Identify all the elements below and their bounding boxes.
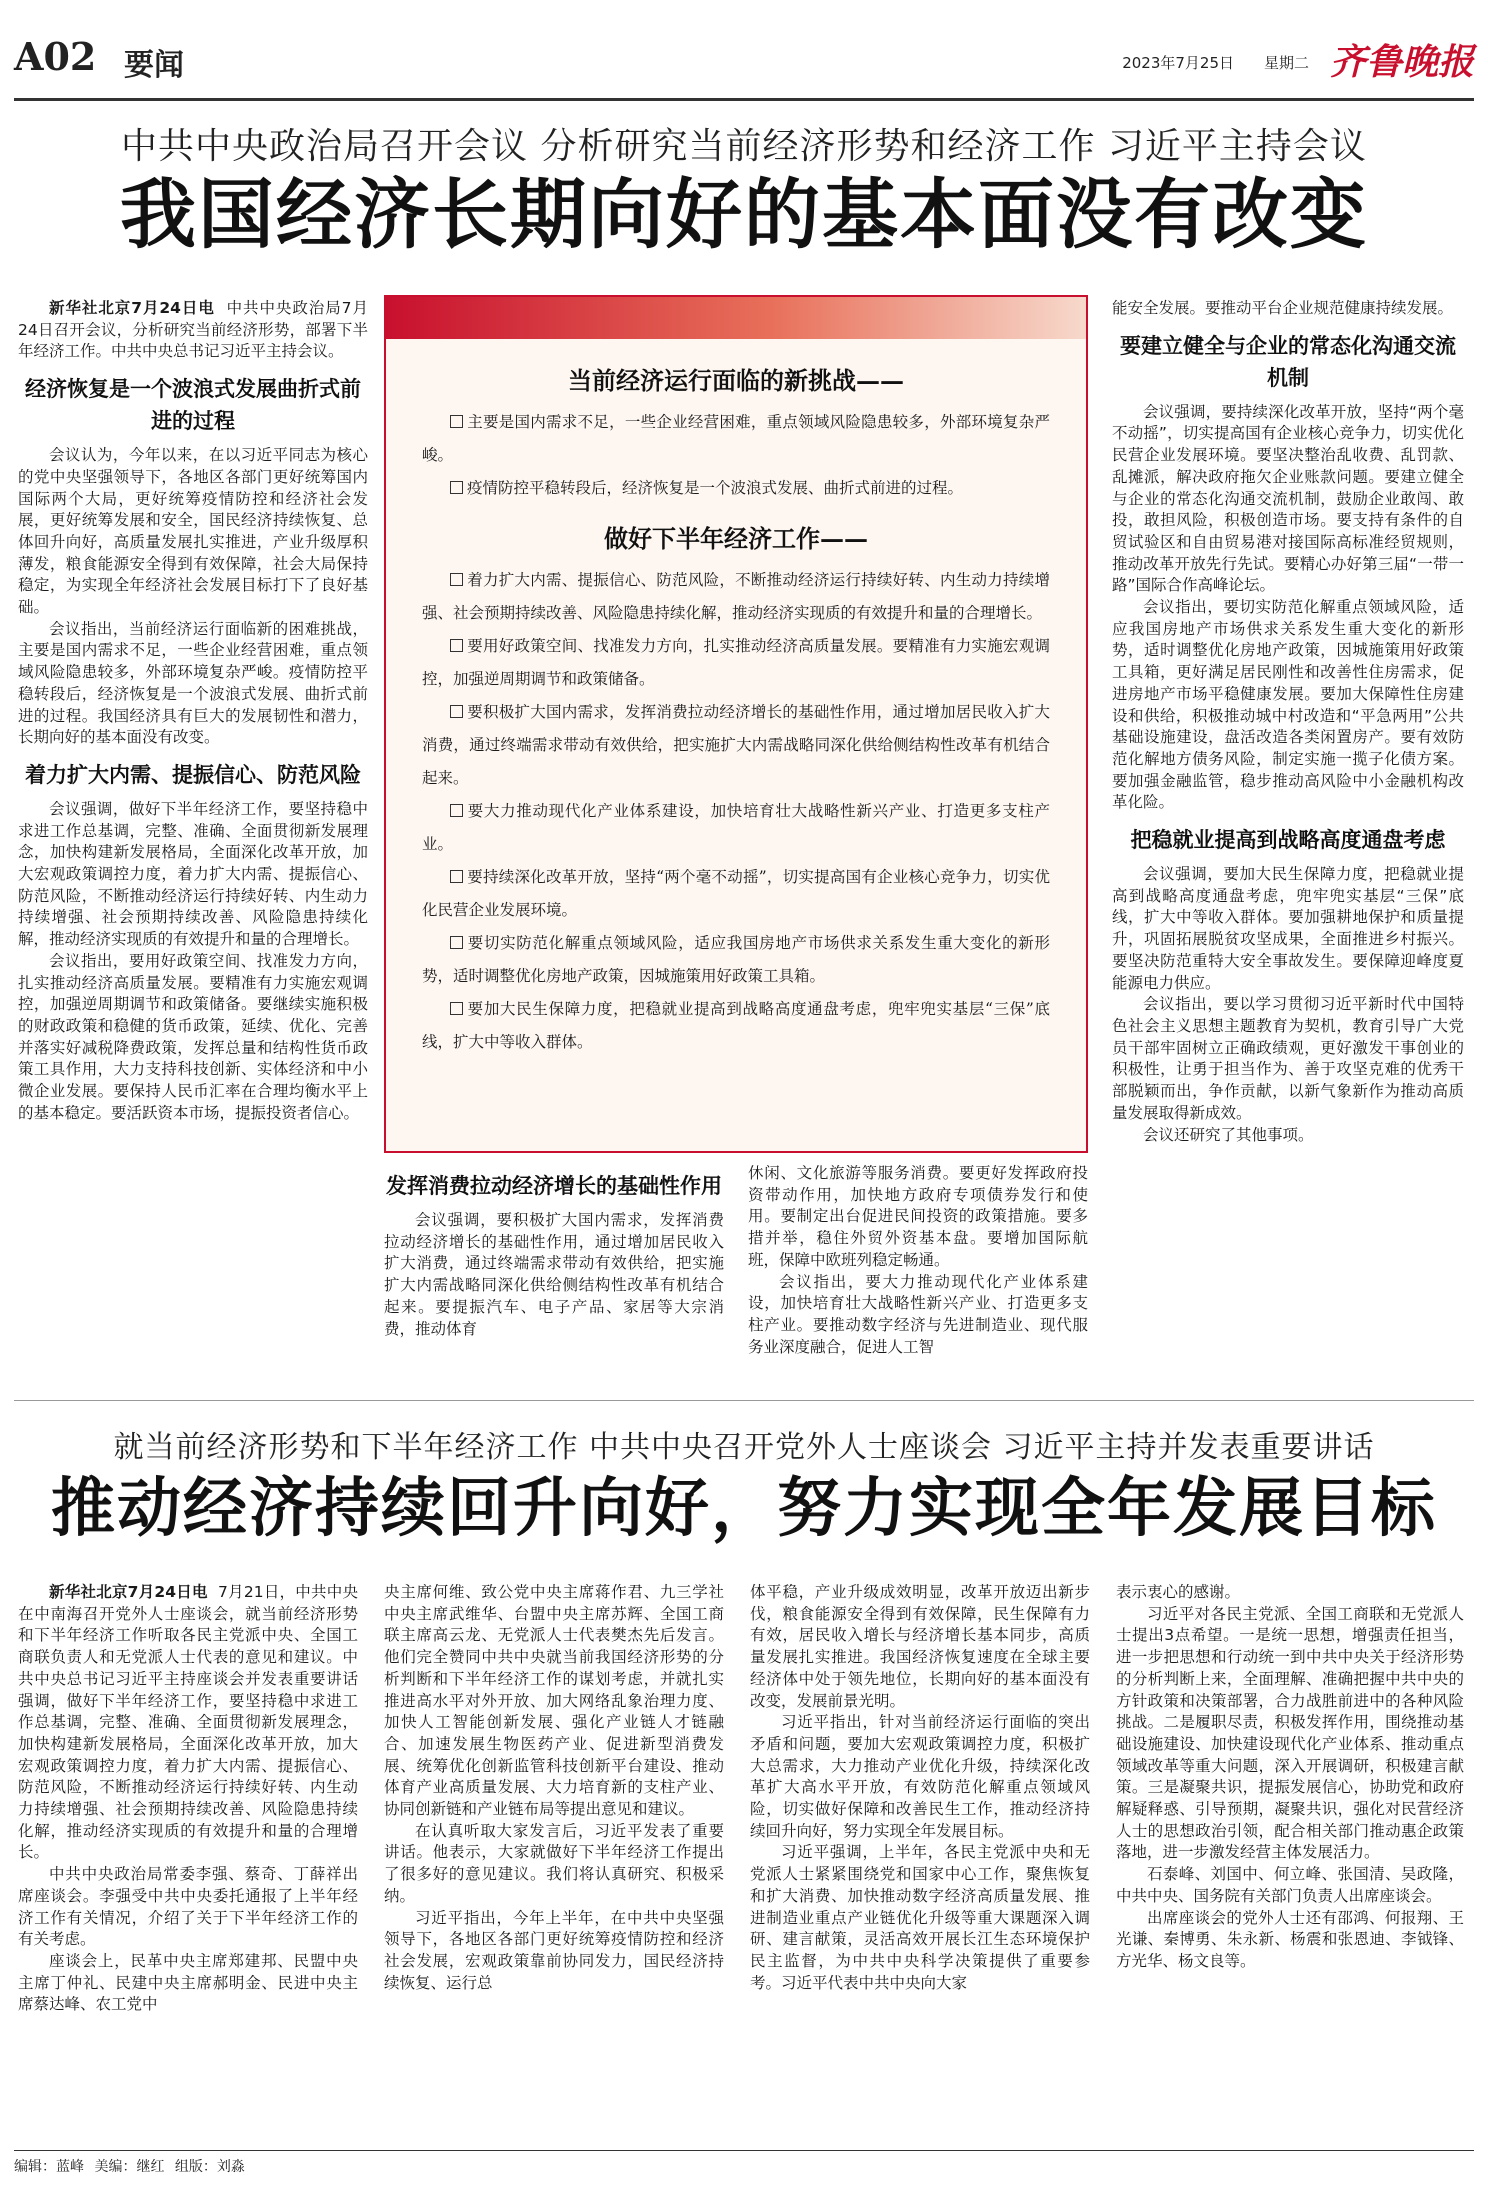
paragraph: 石泰峰、刘国中、何立峰、张国清、吴政隆，中共中央、国务院有关部门负责人出席座谈会。	[1116, 1865, 1464, 1905]
article1-column-4	[1112, 298, 1464, 1146]
issue-date: 2023年7月25日	[1122, 54, 1234, 72]
article2-kicker: 就当前经济形势和下半年经济工作 中共中央召开党外人士座谈会 习近平主持并发表重要讲话	[113, 1430, 1375, 1465]
header-rule	[14, 98, 1474, 101]
article2-title: 推动经济持续回升向好，努力实现全年发展目标	[51, 1471, 1437, 1546]
page-header	[14, 34, 1474, 94]
paragraph: 央主席何维、致公党中央主席蒋作君、九三学社中央主席武维华、台盟中央主席苏辉、全国工商联主席高云龙、无党派人士代表樊杰先后发言。他们完全赞同中共中央就当前我国经济形势的分析判断和下半年经济工作的谋划考虑，并就扎实推进高水平对外开放、加大网络乱象治理力度、加快人工智能创新发展、强化产业链人才链融合、加速发展生物医药产业、促进新型消费发展、统筹优化创新监管科技创新平台建设、推动体育产业高质量发展、大力培育新的支柱产业、协同创新链和产业链布局等提出意见和建议。	[384, 1583, 724, 1819]
article1-lead: 中共中央政治局7月24日召开会议，分析研究当前经济形势，部署下半年经济工作。中共中央总书记习近平主持会议。	[18, 299, 368, 361]
box-item: 要加大民生保障力度，把稳就业提高到战略高度通盘考虑，兜牢兜实基层“三保”底线，扩大中等收入群体。	[422, 1000, 1050, 1051]
paragraph: 会议强调，做好下半年经济工作，要坚持稳中求进工作总基调，完整、准确、全面贯彻新发展理念，加快构建新发展格局，全面深化改革开放，加大宏观政策调控力度，着力扩大内需、提振信心、防范风险，不断推动经济运行持续好转、内生动力持续增强、社会预期持续改善、风险隐患持续化解，推动经济实现质的有效提升和量的合理增长。	[18, 799, 368, 949]
article1-dateline: 新华社北京7月24日电	[49, 299, 215, 317]
box-item: 疫情防控平稳转段后，经济恢复是一个波浪式发展、曲折式前进的过程。	[422, 472, 1050, 505]
checkbox-square-icon	[450, 936, 463, 949]
checkbox-square-icon	[450, 481, 463, 494]
box-item: 着力扩大内需、提振信心、防范风险，不断推动经济运行持续好转、内生动力持续增强、社会预期持续改善、风险隐患持续化解，推动经济实现质的有效提升和量的合理增长。	[422, 571, 1050, 622]
checkbox-square-icon	[450, 804, 463, 817]
paragraph: 会议指出，当前经济运行面临新的困难挑战，主要是国内需求不足，一些企业经营困难，重点领域风险隐患较多，外部环境复杂严峻。疫情防控平稳转段后，经济恢复是一个波浪式发展、曲折式前进的过程。我国经济具有巨大的发展韧性和潜力，长期向好的基本面没有改变。	[18, 619, 368, 747]
section-name: 要闻	[124, 48, 184, 83]
article1-title: 我国经济长期向好的基本面没有改变	[120, 170, 1368, 259]
paragraph: 会议强调，要持续深化改革开放，坚持“两个毫不动摇”，切实提高国有企业核心竞争力，切实优化民营企业发展环境。要坚决整治乱收费、乱罚款、乱摊派，解决政府拖欠企业账款问题。要建立健全与企业的常态化沟通交流机制，鼓励企业敢闯、敢投，敢担风险，积极创造市场。要支持有条件的自贸试验区和自由贸易港对接国际高标准经贸规则，推动改革开放先行先试。要精心办好第三届“一带一路”国际合作高峰论坛。	[1112, 402, 1464, 595]
article2-dateline: 新华社北京7月24日电	[49, 1583, 208, 1601]
article2-column-4	[1116, 1582, 1464, 1973]
box-item: 要用好政策空间、找准发力方向，扎实推动经济高质量发展。要精准有力实施宏观调控，加强逆周期调节和政策储备。	[422, 637, 1050, 688]
paragraph: 会议指出，要以学习贯彻习近平新时代中国特色社会主义思想主题教育为契机，教育引导广大党员干部牢固树立正确政绩观，更好激发干事创业的积极性，让勇于担当作为、善于攻坚克难的优秀干部脱颖而出，争作贡献，以新气象新作为推动高质量发展取得新成效。	[1112, 995, 1464, 1122]
issue-weekday: 星期二	[1263, 54, 1309, 72]
checkbox-square-icon	[450, 573, 463, 586]
article1-column-2	[384, 1160, 724, 1340]
paragraph: 会议指出，要用好政策空间、找准发力方向，扎实推动经济高质量发展。要精准有力实施宏观调控，加强逆周期调节和政策储备。要继续实施积极的财政政策和稳健的货币政策，延续、优化、完善并落实好减税降费政策，发挥总量和结构性货币政策工具作用，大力支持科技创新、实体经济和中小微企业发展。要保持人民币汇率在合理均衡水平上的基本稳定。要活跃资本市场，提振投资者信心。	[18, 951, 368, 1122]
checkbox-square-icon	[450, 639, 463, 652]
paragraph: 出席座谈会的党外人士还有邵鸿、何报翔、王光谦、秦博勇、朱永新、杨震和张恩迪、李钺锋、方光华、杨文良等。	[1116, 1908, 1464, 1970]
article-divider	[14, 1400, 1474, 1401]
paragraph: 表示衷心的感谢。	[1116, 1583, 1241, 1601]
article2-column-3	[750, 1582, 1090, 1994]
article1-column-1	[18, 298, 368, 1125]
article2-column-1	[18, 1582, 358, 2016]
page-number: A02	[14, 34, 97, 79]
box-banner	[386, 297, 1086, 339]
checkbox-square-icon	[450, 870, 463, 883]
paragraph: 能安全发展。要推动平台企业规范健康持续发展。	[1112, 299, 1454, 317]
article1-subhead-4: 要建立健全与企业的常态化沟通交流机制	[1120, 332, 1456, 390]
paragraph: 习近平强调，上半年，各民主党派中央和无党派人士紧紧围绕党和国家中心工作，聚焦恢复和扩大消费、加快推动数字经济高质量发展、推进制造业重点产业链优化升级等重大课题深入调研、建言献策，灵活高效开展长江生态环境保护民主监督，为中共中央科学决策提供了重要参考。习近平代表中共中央向大家	[750, 1843, 1090, 1992]
newspaper-logo: 齐鲁晚报	[1329, 41, 1474, 83]
paragraph: 中共中央政治局常委李强、蔡奇、丁薛祥出席座谈会。李强受中共中央委托通报了上半年经济工作有关情况，介绍了关于下半年经济工作的有关考虑。	[18, 1865, 358, 1949]
paragraph: 会议指出，要大力推动现代化产业体系建设，加快培育壮大战略性新兴产业、打造更多支柱产业。要推动数字经济与先进制造业、现代服务业深度融合，促进人工智	[748, 1272, 1088, 1356]
paragraph: 休闲、文化旅游等服务消费。要更好发挥政府投资带动作用，加快地方政府专项债券发行和使用。要制定出台促进民间投资的政策措施。要多措并举，稳住外贸外资基本盘。要增加国际航班，保障中欧班列稳定畅通。	[748, 1164, 1088, 1269]
summary-box	[384, 295, 1088, 1153]
box-item: 主要是国内需求不足，一些企业经营困难，重点领域风险隐患较多，外部环境复杂严峻。	[422, 413, 1050, 464]
article1-kicker: 中共中央政治局召开会议 分析研究当前经济形势和经济工作 习近平主持会议	[121, 126, 1367, 167]
paragraph: 在认真听取大家发言后，习近平发表了重要讲话。他表示，大家就做好下半年经济工作提出了很多好的意见建议。我们将认真研究、积极采纳。	[384, 1821, 724, 1905]
paragraph: 习近平指出，针对当前经济运行面临的突出矛盾和问题，要加大宏观政策调控力度，积极扩大总需求，大力推动产业优化升级，持续深化改革扩大高水平开放，有效防范化解重点领域风险，切实做好保障和改善民生工作，推动经济持续回升向好，努力实现全年发展目标。	[750, 1713, 1090, 1840]
paragraph: 座谈会上，民革中央主席郑建邦、民盟中央主席丁仲礼、民建中央主席郝明金、民进中央主席蔡达峰、农工党中	[18, 1951, 358, 2014]
box-item: 要大力推动现代化产业体系建设，加快培育壮大战略性新兴产业、打造更多支柱产业。	[422, 802, 1050, 853]
paragraph: 习近平对各民主党派、全国工商联和无党派人士提出3点希望。一是统一思想，增强责任担当，进一步把思想和行动统一到中共中央关于经济形势的分析判断上来，全面理解、准确把握中共中央的方针政策和决策部署，合力战胜前进中的各种风险挑战。二是履职尽责，积极发挥作用，围绕推动基础设施建设、加快建设现代化产业体系、推动重点领域改革等重大问题，深入开展调研，积极建言献策。三是凝聚共识，提振发展信心，协助党和政府解疑释惑、引导预期，凝聚共识，强化对民营经济人士的思想政治引领，配合相关部门推动惠企政策落地，进一步激发经营主体发展活力。	[1116, 1604, 1464, 1862]
article1-subhead-1: 经济恢复是一个波浪式发展曲折式前进的过程	[25, 376, 361, 434]
box-item: 要切实防范化解重点领域风险，适应我国房地产市场供求关系发生重大变化的新形势，适时调整优化房地产政策，因城施策用好政策工具箱。	[422, 934, 1050, 985]
paragraph: 会议还研究了其他事项。	[1143, 1125, 1314, 1144]
paragraph: 会议强调，要加大民生保障力度，把稳就业提高到战略高度通盘考虑，兜牢兜实基层“三保”底线，扩大中等收入群体。要加强耕地保护和质量提升，巩固拓展脱贫攻坚成果，全面推进乡村振兴。要坚决防范重特大安全事故发生。要保障迎峰度夏能源电力供应。	[1112, 865, 1464, 992]
paragraph: 会议指出，要切实防范化解重点领域风险，适应我国房地产市场供求关系发生重大变化的新形势，适时调整优化房地产政策，因城施策用好政策工具箱，更好满足居民刚性和改善性住房需求，促进房地产市场平稳健康发展。要加大保障性住房建设和供给，积极推动城中村改造和“平急两用”公共基础设施建设，盘活改造各类闲置房产。要有效防范化解地方债务风险，制定实施一揽子化债方案。要加强金融监管，稳步推动高风险中小金融机构改革化险。	[1112, 598, 1464, 812]
article1-subhead-3: 发挥消费拉动经济增长的基础性作用	[386, 1173, 722, 1198]
article1-subhead-5: 把稳就业提高到战略高度通盘考虑	[1130, 827, 1446, 853]
box-item: 要持续深化改革开放，坚持“两个毫不动摇”，切实提高国有企业核心竞争力，切实优化民营企业发展环境。	[422, 868, 1050, 919]
box-title-tasks: 做好下半年经济工作——	[604, 524, 868, 553]
article2-headline	[14, 1422, 1474, 1544]
article2-column-2	[384, 1582, 724, 1994]
paragraph: 会议认为，今年以来，在以习近平同志为核心的党中央坚强领导下，各地区各部门更好统筹国内国际两个大局，更好统筹疫情防控和经济社会发展，更好统筹发展和安全，国民经济持续恢复、总体回升向好，高质量发展扎实推进，产业升级厚积薄发，粮食能源安全得到有效保障，社会大局保持稳定，为实现全年经济社会发展目标打下了良好基础。	[18, 446, 368, 617]
paragraph: 7月21日，中共中央在中南海召开党外人士座谈会，就当前经济形势和下半年经济工作听取各民主党派中央、全国工商联负责人和无党派人士代表的意见和建议。中共中央总书记习近平主持座谈会并发表重要讲话强调，做好下半年经济工作，要坚持稳中求进工作总基调，完整、准确、全面贯彻新发展理念，加快构建新发展格局，全面深化改革开放，加大宏观政策调控力度，着力扩大内需、提振信心、防范风险，不断推动经济运行持续好转、内生动力持续增强、社会预期持续改善、风险隐患持续化解，推动经济实现质的有效提升和量的合理增长。	[18, 1583, 358, 1862]
box-item: 要积极扩大国内需求，发挥消费拉动经济增长的基础性作用，通过增加居民收入扩大消费，通过终端需求带动有效供给，把实施扩大内需战略同深化供给侧结构性改革有机结合起来。	[422, 703, 1050, 787]
checkbox-square-icon	[450, 415, 463, 428]
article1-column-3	[748, 1163, 1088, 1358]
article1-headline	[14, 118, 1474, 257]
article1-subhead-2: 着力扩大内需、提振信心、防范风险	[25, 761, 361, 787]
footer-credits: 编辑：蓝峰 美编：继红 组版：刘淼	[14, 2159, 245, 2175]
paragraph: 会议强调，要积极扩大国内需求，发挥消费拉动经济增长的基础性作用，通过增加居民收入扩大消费，通过终端需求带动有效供给，把实施扩大内需战略同深化供给侧结构性改革有机结合起来。要提振汽车、电子产品、家居等大宗消费，推动体育	[384, 1211, 724, 1338]
checkbox-square-icon	[450, 1002, 463, 1015]
checkbox-square-icon	[450, 705, 463, 718]
paragraph: 习近平指出，今年上半年，在中共中央坚强领导下，各地区各部门更好统筹疫情防控和经济社会发展，宏观政策靠前协同发力，国民经济持续恢复、运行总	[384, 1908, 724, 1992]
paragraph: 体平稳，产业升级成效明显，改革开放迈出新步伐，粮食能源安全得到有效保障，民生保障有力有效，居民收入增长与经济增长基本同步，高质量发展扎实推进。我国经济恢复速度在全球主要经济体中处于领先地位，长期向好的基本面没有改变，发展前景光明。	[750, 1583, 1090, 1710]
footer-rule	[14, 2150, 1474, 2151]
box-title-challenges: 当前经济运行面临的新挑战——	[568, 366, 904, 395]
